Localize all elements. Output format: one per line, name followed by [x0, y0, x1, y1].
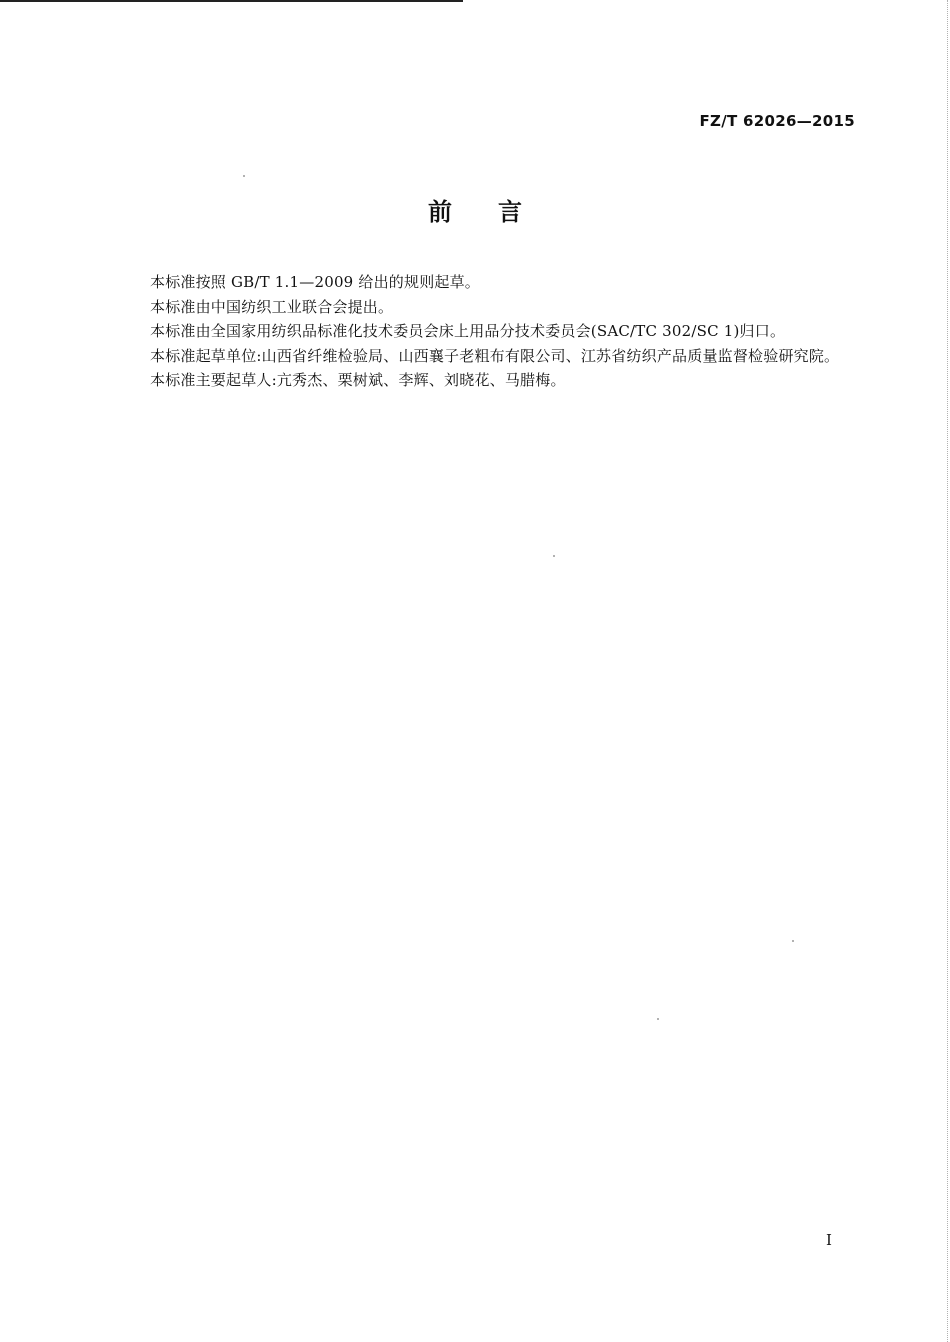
- paragraph: 本标准按照 GB/T 1.1—2009 给出的规则起草。: [150, 273, 480, 291]
- scan-speck: [553, 555, 555, 557]
- scan-speck: [792, 940, 794, 942]
- scan-speck: [243, 175, 245, 177]
- section-title-foreword: 前言: [428, 198, 568, 226]
- paragraph: 本标准由中国纺织工业联合会提出。: [150, 297, 394, 316]
- paragraph: 本标准主要起草人:亢秀杰、栗树斌、李辉、刘晓花、马腊梅。: [150, 371, 566, 389]
- standard-number: FZ/T 62026—2015: [699, 112, 855, 130]
- top-rule: [0, 0, 463, 2]
- page-number: I: [826, 1231, 832, 1249]
- paragraph: 本标准由全国家用纺织品标准化技术委员会床上用品分技术委员会(SAC/TC 302/SC 1)归口。: [150, 322, 786, 340]
- paragraph: 本标准起草单位:山西省纤维检验局、山西襄子老粗布有限公司、江苏省纺织产品质量监督检验研究院。: [150, 346, 840, 365]
- foreword-body: [113, 270, 858, 393]
- scan-speck: [657, 1018, 659, 1020]
